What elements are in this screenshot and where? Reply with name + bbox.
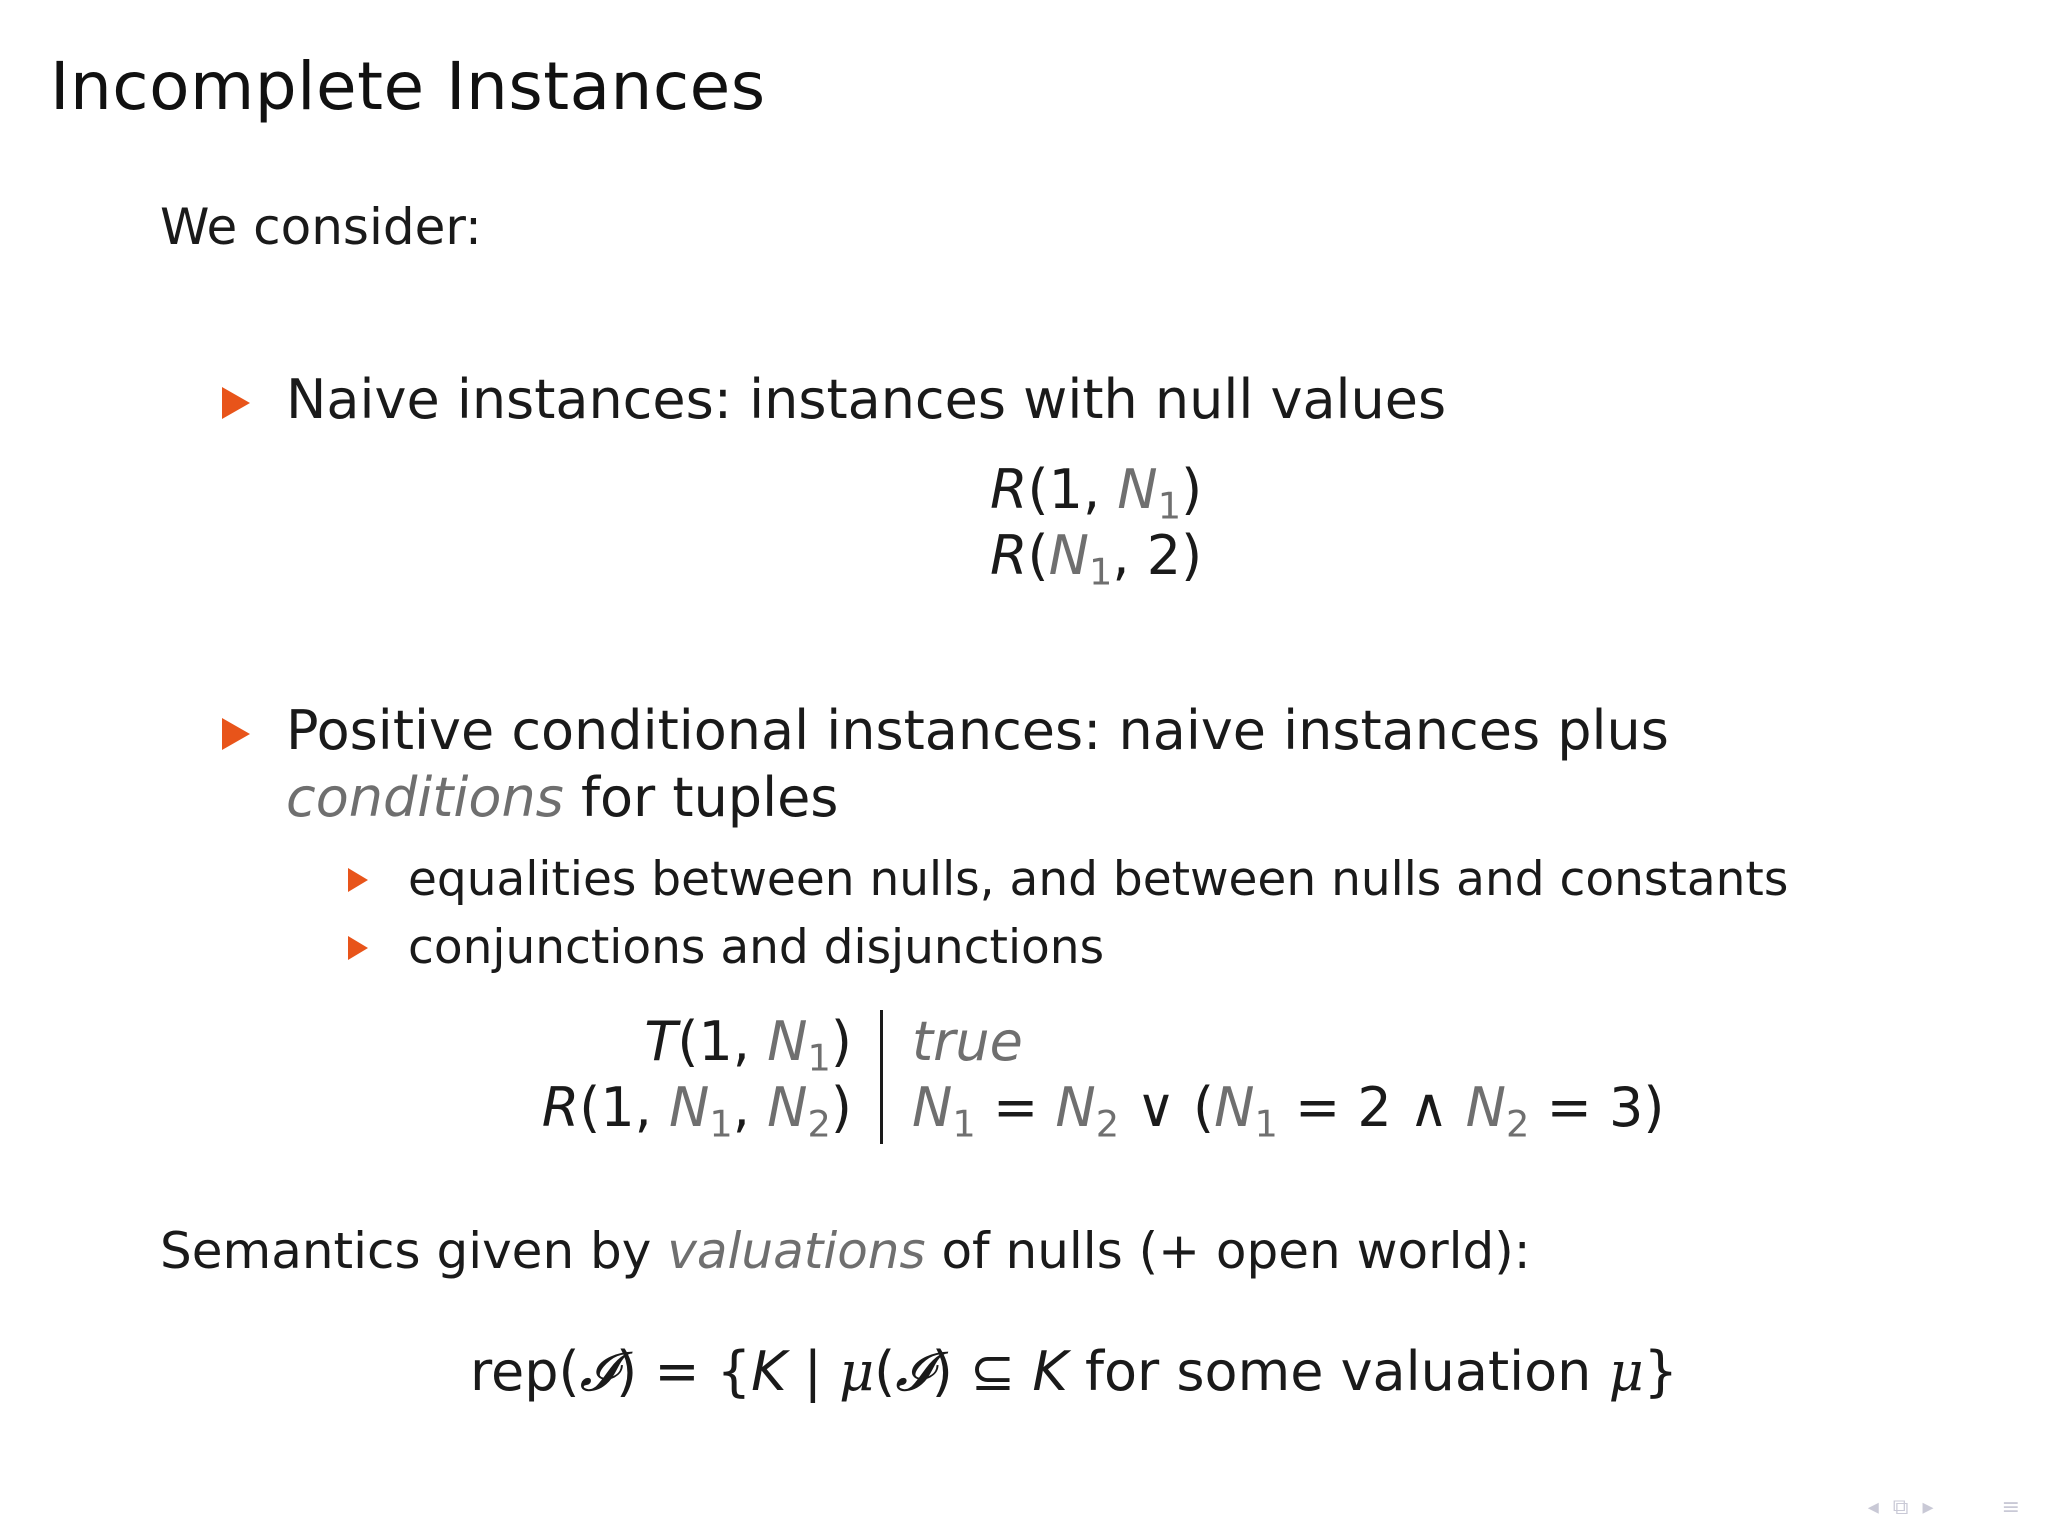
nav-prev-icon[interactable]: ◂	[1867, 1494, 1879, 1520]
beamer-navigation	[1868, 1492, 2020, 1522]
condition-separator	[880, 1010, 883, 1144]
slide-title: Incomplete Instances	[50, 48, 766, 125]
bullet-positive-conditional-line2: conditions for tuples	[286, 766, 839, 829]
subitem-conjunctions: conjunctions and disjunctions	[408, 920, 1105, 975]
intro-text: We consider:	[160, 198, 482, 256]
subbullet-triangle-icon	[348, 936, 368, 960]
bullet-positive-conditional: Positive conditional instances: naive instances plus	[286, 699, 1669, 762]
condition-2: $N_1 = N_2$ ∨ ($N_1 = 2$ ∧ $N_2 = 3$)	[912, 1076, 1665, 1146]
bullet-triangle-icon	[222, 718, 250, 750]
rep-formula: rep(𝓘) = {K | μ(𝓘) ⊆ K for some valuation μ}	[470, 1340, 1679, 1403]
naive-formula-2: $R(N_1$, 2)	[990, 524, 1203, 594]
conditional-tuple-1: T(1, $N_1$)	[644, 1010, 852, 1080]
subbullet-triangle-icon	[348, 868, 368, 892]
naive-formula-1: R(1, $N_1$)	[990, 458, 1203, 528]
nav-frame-icon[interactable]: ⧉	[1892, 1494, 1909, 1520]
conditional-tuple-2: R(1, $N_1$, $N_2$)	[541, 1076, 852, 1146]
nav-menu-icon[interactable]: ≡	[2001, 1494, 2020, 1520]
nav-next-icon[interactable]: ▸	[1922, 1494, 1934, 1520]
condition-1: true	[912, 1010, 1023, 1073]
bullet-triangle-icon	[222, 387, 250, 419]
subitem-equalities: equalities between nulls, and between nulls and constants	[408, 852, 1789, 907]
semantics-text: Semantics given by valuations of nulls (+ open world):	[160, 1222, 1531, 1280]
bullet-naive-instances: Naive instances: instances with null values	[286, 368, 1447, 431]
